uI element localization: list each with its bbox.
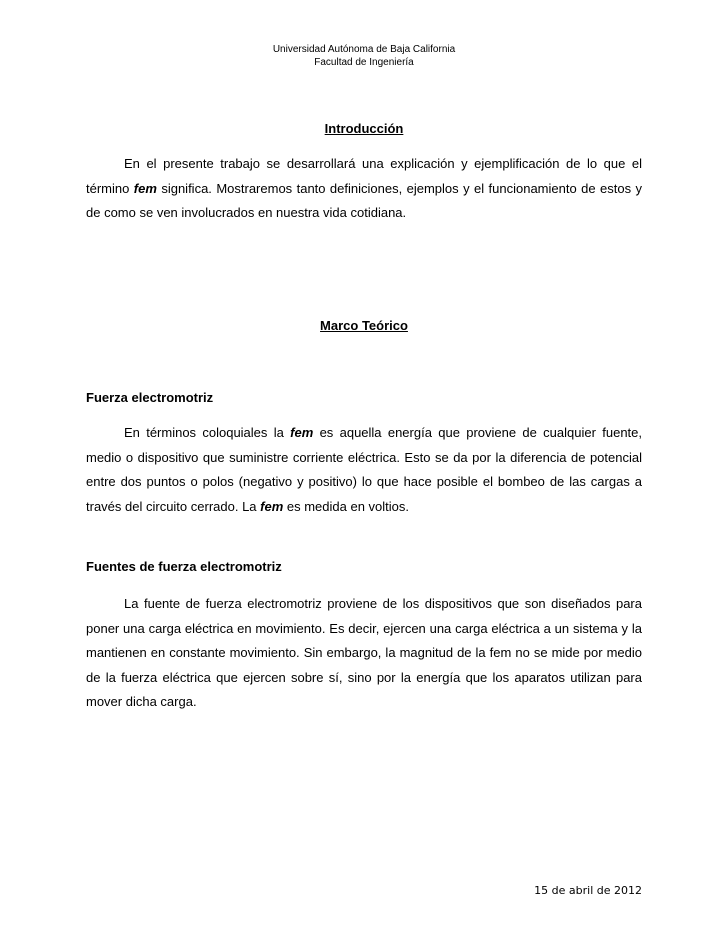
section-title-fuentes: Fuentes de fuerza electromotriz [86,559,282,574]
section-paragraph-fuerza [86,421,642,519]
section-title-fuerza: Fuerza electromotriz [86,390,214,405]
fuerza-fem-term-1: fem [290,425,314,440]
page-header [0,43,728,69]
theory-heading: Marco Teórico [320,318,408,333]
university-name: Universidad Autónoma de Baja California [272,44,456,55]
intro-paragraph [86,152,642,226]
intro-text-a: En el presente trabajo se desarrollará una explicación y ejemplificación de lo que el término [86,156,642,196]
fuerza-text-a: En términos coloquiales la [124,425,291,440]
fuerza-text-c: es medida en voltios. [283,498,409,514]
intro-fem-term: fem [133,180,157,196]
footer-date: 15 de abril de 2012 [534,884,642,897]
fuerza-text-b: es aquella energía que proviene de cualquier fuente, medio o dispositivo que suministre corriente eléctrica. Esto se da por la diferencia de potencial entre dos puntos o polos (negativo y positivo) lo que hace posible el bombeo de las cargas a través del circuito cerrado. La [86,425,642,514]
intro-text-b: significa. Mostraremos tanto definiciones, ejemplos y el funcionamiento de estos y de como se ven involucrados en nuestra vida cotidiana. [86,180,642,220]
section-paragraph-fuentes: La fuente de fuerza electromotriz proviene de los dispositivos que son diseñados para poner una carga eléctrica en movimiento. Es decir, ejercen una carga eléctrica a un sistema y la mantienen en constante movimiento. Sin embargo, la magnitud de la fem no se mide por medio de la fuerza eléctrica que ejercen sobre sí, sino por la energía que los aparatos utilizan para mover dicha carga. [86,596,642,709]
fuerza-fem-term-2: fem [260,498,284,514]
intro-heading: Introducción [324,121,404,136]
faculty-name: Facultad de Ingeniería [314,57,414,68]
